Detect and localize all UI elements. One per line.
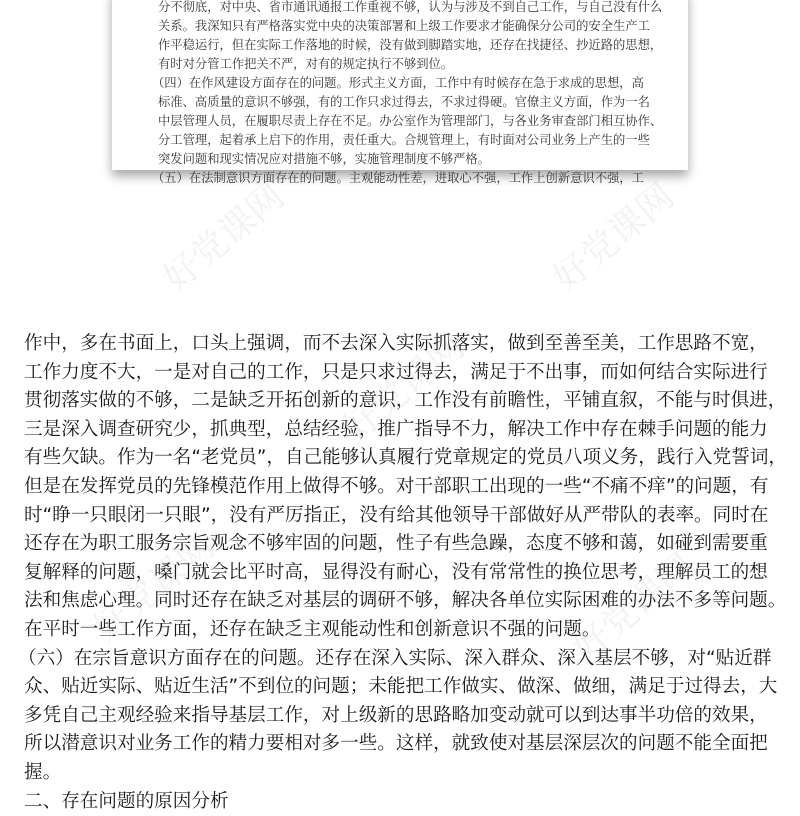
body-text-line: 有些欠缺。作为一名“老党员”，自己能够认真履行党章规定的党员八项义务，践行入党誓词，: [24, 447, 788, 469]
body-text-line: 所以潜意识对业务工作的精力要相对多一些。这样，就致使对基层深层次的问题不能全面把: [24, 733, 768, 755]
document-page-preview: [112, 0, 688, 185]
body-text-line: 时“睁一只眼闭一只眼”，没有严厉指正，没有给其他领导干部做好从严带队的表率。同时在: [24, 504, 769, 526]
body-text-line: 作中，多在书面上，口头上强调，而不去深入实际抓落实，做到至善至美，工作思路不宽，: [24, 333, 768, 354]
body-text-line: 在平时一些工作方面，还存在缺乏主观能动性和创新意识不强的问题。: [24, 619, 601, 640]
body-text-line: 贯彻落实做的不够，二是缺乏开拓创新的意识，工作没有前瞻性，平铺直叙，不能与时俱进，: [24, 390, 787, 412]
body-text-line: 工作力度不大，一是对自己的工作，只是只求过得去，满足于不出事，而如何结合实际进行: [24, 361, 768, 383]
section-heading: 二、存在问题的原因分析: [24, 790, 229, 812]
body-text-line: 还存在为职工服务宗旨观念不够牢固的问题，性子有些急躁，态度不够和蔼，如碰到需要重: [24, 533, 768, 555]
card-text-line: 作平稳运行，但在实际工作落地的时候，没有做到脚踏实地，还存在找捷径、抄近路的思想，: [158, 38, 663, 52]
watermark: 好党课网: [155, 175, 293, 300]
body-text-line: 众、贴近实际、贴近生活”不到位的问题；未能把工作做实、做深、做细，满足于过得去，大: [24, 676, 778, 698]
card-text-line: 中层管理人员，在履职尽责上存在不足。办公室作为管理部门，与各业务审查部门相互协作、: [158, 114, 663, 128]
body-text-line: 多凭自己主观经验来指导基层工作，对上级新的思路略加变动就可以到达事半功倍的效果，: [24, 704, 768, 726]
card-text-line: 分不彻底，对中央、省市通讯通报工作重视不够，认为与涉及不到自己工作，与自己没有什么: [158, 0, 663, 14]
body-text-line: 但是在发挥党员的先锋模范作用上做得不够。对干部职工出现的一些“不痛不痒”的问题，有: [24, 476, 769, 497]
card-text-line: （四）在作风建设方面存在的问题。形式主义方面，工作中有时候存在急于求成的思想，高: [152, 76, 644, 90]
card-text-line: 关系。我深知只有严格落实党中央的决策部署和上级工作要求才能确保分公司的安全生产工: [158, 19, 650, 33]
body-text-line: 三是深入调查研究少，抓典型，总结经验，推广指导不力，解决工作中存在棘手问题的能力: [24, 418, 768, 440]
watermark: 好党课网: [85, 525, 223, 650]
watermark: 好党课网: [545, 175, 683, 300]
card-text-line: 有时对分管工作把关不严，对有的规定执行不够到位。: [158, 57, 454, 71]
watermark: 好党课网: [335, 325, 473, 450]
card-text-line: 标准、高质量的意识不够强，有的工作只求过得去，不求过得硬。官僚主义方面，作为一名: [158, 95, 650, 109]
watermark: 好党课网: [565, 545, 703, 670]
card-text-line: 分工管理，起着承上启下的作用，责任重大。合规管理上，有时面对公司业务上产生的一些: [158, 133, 650, 147]
body-text-line: 复解释的问题，嗓门就会比平时高，显得没有耐心，没有常常性的换位思考，理解员工的想: [24, 561, 768, 583]
body-text-line: （六）在宗旨意识方面存在的问题。还存在深入实际、深入群众、深入基层不够，对“贴近群: [18, 647, 772, 669]
card-text-line: （五）在法制意识方面存在的问题。主观能动性差，进取心不强，工作上创新意识不强，工: [152, 171, 644, 185]
body-text-line: 握。: [24, 762, 62, 783]
card-text-line: 突发问题和现实情况应对措施不够，实施管理制度不够严格。: [158, 152, 491, 166]
body-text-line: 法和焦虑心理。同时还存在缺乏对基层的调研不够，解决各单位实际困难的办法不多等问题。: [24, 590, 787, 612]
